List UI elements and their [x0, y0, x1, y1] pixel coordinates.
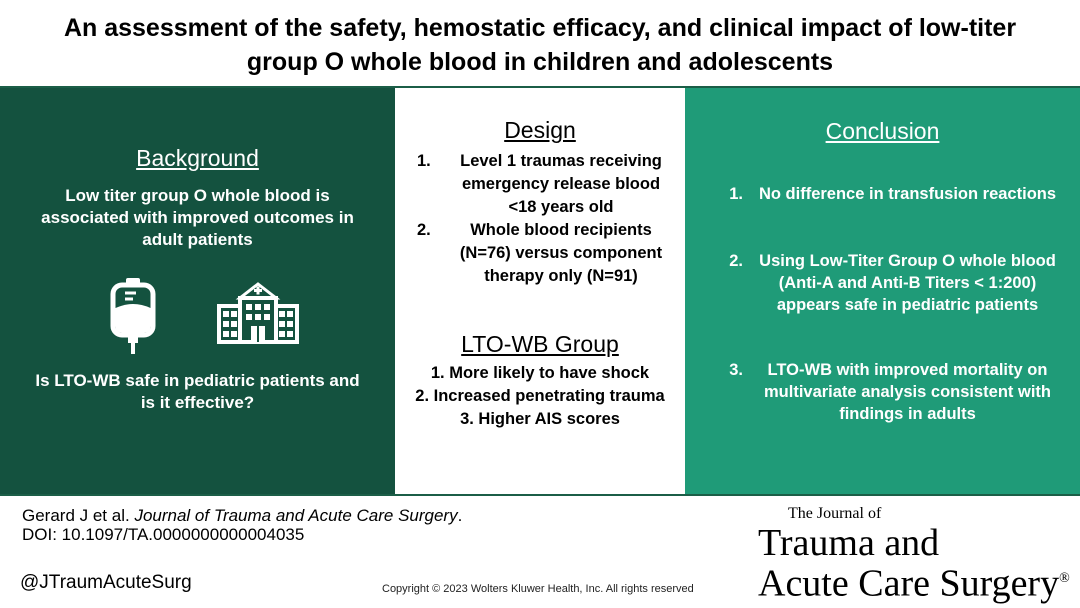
lto-item: 3. Higher AIS scores [460, 410, 620, 428]
logo-line-1: Trauma and [758, 522, 940, 564]
copyright: Copyright © 2023 Wolters Kluwer Health, Inc. All rights reserved [382, 583, 694, 595]
conclusion-item [715, 250, 1060, 316]
blood-bag-icon [105, 278, 161, 354]
conclusion-panel [685, 88, 1080, 494]
logo-small-text: The Journal of [788, 505, 882, 522]
conclusion-item-number: 3. [729, 361, 743, 379]
logo-line-2 [758, 559, 1070, 604]
background-heading: Background [136, 145, 259, 171]
twitter-handle: @JTraumAcuteSurg [20, 572, 192, 593]
lto-heading: LTO-WB Group [461, 331, 619, 357]
citation-end: . [457, 506, 463, 525]
design-item [417, 150, 675, 219]
design-panel [395, 88, 685, 494]
citation-journal: Journal of Trauma and Acute Care Surgery [134, 506, 458, 525]
citation [22, 506, 462, 544]
design-item-number: 2. [417, 221, 431, 239]
design-heading: Design [504, 117, 576, 143]
conclusion-item-text: Using Low-Titer Group O whole blood (Anti-A and Anti-B Titers < 1:200) appears safe in pediatric patients [759, 252, 1056, 314]
lto-item: 2. Increased penetrating trauma [415, 387, 665, 405]
design-list [417, 150, 675, 288]
logo-registered-mark: ® [1059, 571, 1070, 586]
background-question: Is LTO-WB safe in pediatric patients and is it effective? [35, 371, 360, 412]
design-item-text: Whole blood recipients (N=76) versus component therapy only (N=91) [459, 221, 663, 285]
logo-line-2-text: Acute Care Surgery [758, 562, 1060, 605]
background-text: Low titer group O whole blood is associated with improved outcomes in adult patients [41, 186, 354, 249]
conclusion-item-number: 1. [729, 185, 743, 203]
journal-logo [756, 505, 1076, 605]
conclusion-item-text: No difference in transfusion reactions [758, 185, 1057, 203]
background-panel [0, 88, 395, 494]
bottom-divider [0, 494, 1080, 496]
conclusion-item-number: 2. [729, 252, 743, 270]
conclusion-item [715, 359, 1060, 425]
citation-doi: DOI: 10.1097/TA.0000000000004035 [22, 525, 305, 544]
page-title: An assessment of the safety, hemostatic efficacy, and clinical impact of low-titer group O whole blood in children and adolescents [63, 14, 1017, 76]
conclusion-heading: Conclusion [825, 118, 940, 144]
hospital-icon [215, 282, 301, 344]
design-item-text: Level 1 traumas receiving emergency release blood <18 years old [460, 152, 662, 216]
design-item [417, 219, 675, 288]
design-item-number: 1. [417, 152, 431, 170]
conclusion-item-text: LTO-WB with improved mortality on multivariate analysis consistent with findings in adults [763, 361, 1051, 423]
conclusion-item [715, 183, 1060, 205]
lto-item: 1. More likely to have shock [430, 364, 650, 382]
citation-authors: Gerard J et al. [22, 506, 135, 525]
lto-list [395, 362, 685, 431]
